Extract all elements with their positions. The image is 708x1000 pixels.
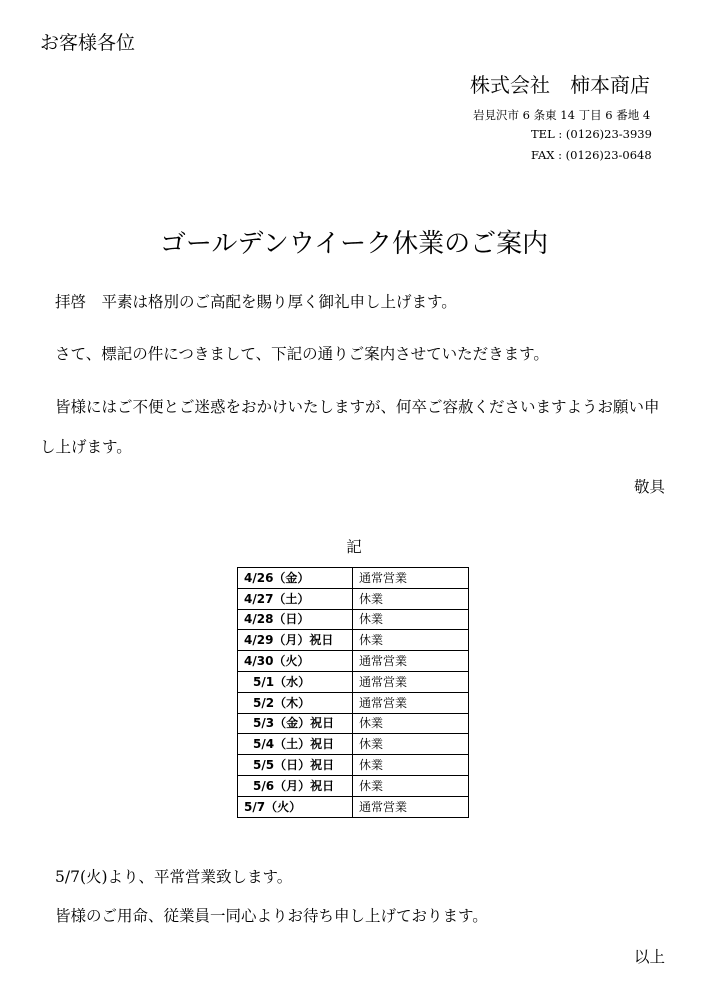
schedule-status: 通常営業 — [353, 568, 469, 589]
schedule-table — [237, 567, 469, 818]
schedule-row — [238, 609, 469, 630]
schedule-row — [238, 692, 469, 713]
schedule-date: 5/7（火） — [238, 796, 353, 817]
schedule-row — [238, 630, 469, 651]
company-fax: FAX : (0126)23-0648 — [531, 148, 652, 162]
schedule-date: 5/2（木） — [238, 692, 353, 713]
schedule-date: 5/5（日）祝日 — [238, 755, 353, 776]
schedule-status: 休業 — [353, 755, 469, 776]
schedule-status: 休業 — [353, 609, 469, 630]
closing-word: 敬具 — [633, 478, 665, 496]
document-title: ゴールデンウイーク休業のご案内 — [159, 229, 549, 259]
schedule-date: 4/27（土） — [238, 588, 353, 609]
schedule-date: 4/28（日） — [238, 609, 353, 630]
schedule-row — [238, 568, 469, 589]
schedule-date: 4/30（火） — [238, 651, 353, 672]
schedule-status: 休業 — [353, 588, 469, 609]
schedule-row — [238, 775, 469, 796]
schedule-status: 休業 — [353, 630, 469, 651]
guidance-line: さて、標記の件につきまして、下記の通りご案内させていただきます。 — [55, 345, 549, 363]
company-name: 株式会社 柿本商店 — [470, 73, 650, 97]
addressee: お客様各位 — [40, 32, 136, 54]
thanks-line: 皆様のご用命、従業員一同心よりお待ち申し上げております。 — [55, 907, 488, 925]
schedule-date: 5/1（水） — [238, 671, 353, 692]
schedule-status: 休業 — [353, 713, 469, 734]
schedule-row — [238, 755, 469, 776]
company-tel: TEL : (0126)23-3939 — [531, 127, 652, 141]
schedule-row — [238, 671, 469, 692]
schedule-status: 通常営業 — [353, 692, 469, 713]
apology-line-continued: し上げます。 — [40, 438, 132, 456]
schedule-status: 通常営業 — [353, 796, 469, 817]
schedule-date: 5/4（土）祝日 — [238, 734, 353, 755]
schedule-row — [238, 713, 469, 734]
schedule-row — [238, 588, 469, 609]
schedule-date: 4/29（月）祝日 — [238, 630, 353, 651]
schedule-status: 休業 — [353, 775, 469, 796]
resume-business-line: 5/7(火)より、平常営業致します。 — [55, 868, 293, 886]
schedule-date: 4/26（金） — [238, 568, 353, 589]
schedule-status: 休業 — [353, 734, 469, 755]
schedule-row — [238, 796, 469, 817]
company-address: 岩見沢市 6 条東 14 丁目 6 番地 4 — [473, 108, 651, 122]
apology-line: 皆様にはご不便とご迷惑をおかけいたしますが、何卒ご容赦くださいますようお願い申 — [55, 398, 660, 416]
schedule-row — [238, 734, 469, 755]
end-word: 以上 — [633, 948, 665, 966]
notes-heading: 記 — [346, 538, 362, 556]
greeting-line: 拝啓 平素は格別のご高配を賜り厚く御礼申し上げます。 — [55, 293, 457, 311]
schedule-date: 5/6（月）祝日 — [238, 775, 353, 796]
schedule-status: 通常営業 — [353, 651, 469, 672]
schedule-row — [238, 651, 469, 672]
schedule-status: 通常営業 — [353, 671, 469, 692]
schedule-date: 5/3（金）祝日 — [238, 713, 353, 734]
